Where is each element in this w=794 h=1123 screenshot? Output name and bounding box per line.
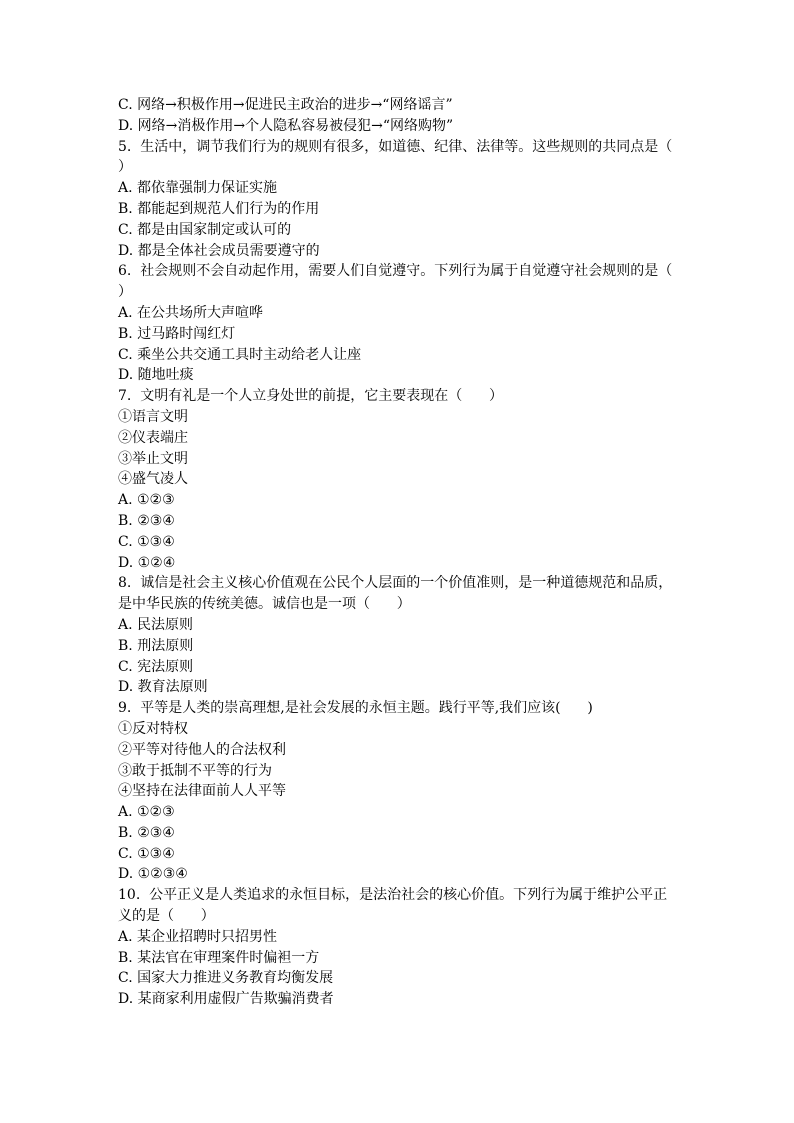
statement-item: ④坚持在法律面前人人平等: [118, 783, 286, 800]
option-d: D. 网络→消极作用→个人隐私容易被侵犯→“网络购物”: [118, 117, 454, 134]
option-a: A. 民法原则: [118, 616, 194, 633]
question-9: [118, 698, 678, 885]
question-8: [118, 573, 678, 698]
option-d: D. ①②③④: [118, 866, 188, 883]
question-stem: 5. 生活中，调节我们行为的规则有很多，如道德、纪律、法律等。这些规则的共同点是（ ）: [118, 138, 699, 176]
question-10: [118, 885, 678, 1010]
option-d: D. 教育法原则: [118, 679, 208, 696]
question-stem: 9. 平等是人类的崇高理想,是社会发展的永恒主题。践行平等,我们应该( ): [118, 700, 593, 717]
question-stem: 7. 文明有礼是一个人立身处世的前提，它主要表现在（ ）: [118, 388, 503, 405]
option-c: C. ①③④: [118, 845, 175, 862]
option-c: C. ①③④: [118, 533, 175, 550]
option-b: B. ②③④: [118, 512, 175, 529]
option-c: C. 都是由国家制定或认可的: [118, 221, 292, 238]
question-stem: 6. 社会规则不会自动起作用，需要人们自觉遵守。下列行为属于自觉遵守社会规则的是（ ）: [118, 263, 699, 301]
statement-item: ②平等对待他人的合法权利: [118, 741, 286, 758]
option-b: B. 刑法原则: [118, 637, 194, 654]
question-stem: 10. 公平正义是人类追求的永恒目标，是法治社会的核心价值。下列行为属于维护公平正义的是（ ）: [118, 887, 668, 925]
question-7: [118, 386, 678, 573]
option-d: D. ①②④: [118, 554, 176, 571]
option-a: A. 在公共场所大声喧哗: [118, 304, 264, 321]
option-b: B. 某法官在审理案件时偏袒一方: [118, 949, 320, 966]
statement-item: ④盛气凌人: [118, 471, 188, 488]
question-4-tail: [118, 95, 678, 137]
option-a: A. ①②③: [118, 492, 175, 509]
statement-item: ③敢于抵制不平等的行为: [118, 762, 272, 779]
option-b: B. 都能起到规范人们行为的作用: [118, 200, 320, 217]
option-d: D. 某商家利用虚假广告欺骗消费者: [118, 991, 334, 1008]
option-c: C. 网络→积极作用→促进民主政治的进步→“网络谣言”: [118, 97, 453, 113]
option-a: A. 某企业招聘时只招男性: [118, 928, 278, 945]
option-b: B. ②③④: [118, 824, 175, 841]
statement-item: ①反对特权: [118, 720, 188, 737]
option-c: C. 国家大力推进义务教育均衡发展: [118, 970, 334, 987]
option-b: B. 过马路时闯红灯: [118, 325, 236, 342]
exam-page: [118, 95, 699, 1010]
statement-item: ②仪表端庄: [118, 429, 188, 446]
question-stem: 8. 诚信是社会主义核心价值观在公民个人层面的一个价值准则，是一种道德规范和品质，是中华民族的传统美德。诚信也是一项（ ）: [118, 575, 673, 613]
option-d: D. 随地吐痰: [118, 367, 194, 384]
option-c: C. 乘坐公共交通工具时主动给老人让座: [118, 346, 362, 363]
option-a: A. 都依靠强制力保证实施: [118, 180, 278, 197]
option-a: A. ①②③: [118, 804, 175, 821]
question-6: [118, 261, 699, 386]
statement-item: ①语言文明: [118, 408, 188, 425]
question-5: [118, 137, 699, 262]
option-d: D. 都是全体社会成员需要遵守的: [118, 242, 320, 259]
option-c: C. 宪法原则: [118, 658, 194, 675]
statement-item: ③举止文明: [118, 450, 188, 467]
